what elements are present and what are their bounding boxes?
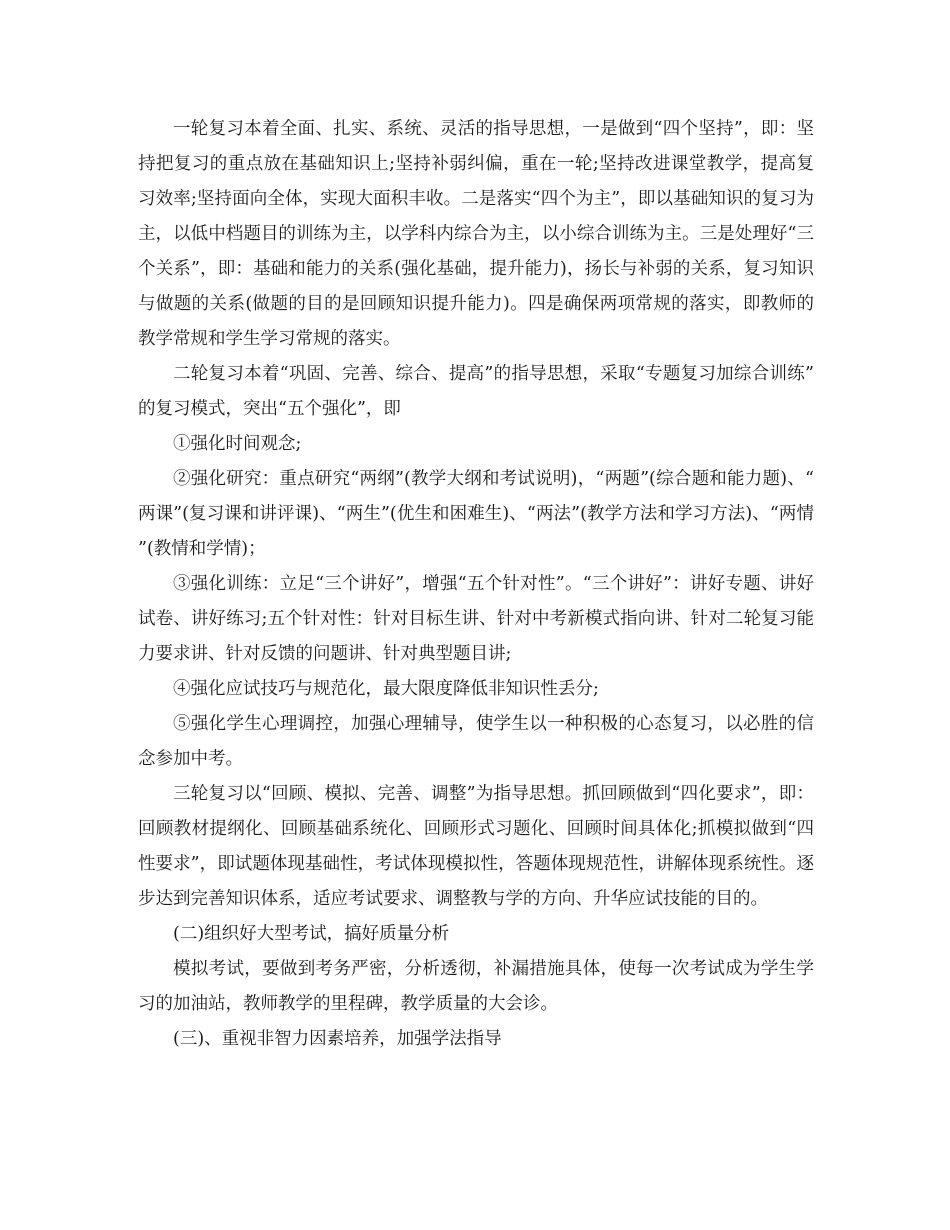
- paragraph-first-round-review: 一轮复习本着全面、扎实、系统、灵活的指导思想，一是做到“四个坚持”，即：坚持把复习的重点放在基础知识上;坚持补弱纠偏，重在一轮;坚持改进课堂教学，提高复习效率;坚持面向全体，实现大面积丰收。二是落实“四个为主”，即以基础知识的复习为主，以低中档题目的训练为主，以学科内综合为主，以小综合训练为主。三是处理好“三个关系”，即：基础和能力的关系(强化基础，提升能力)，扬长与补弱的关系，复习知识与做题的关系(做题的目的是回顾知识提升能力)。四是确保两项常规的落实，即教师的教学常规和学生学习常规的落实。: [138, 119, 814, 349]
- paragraph-strengthen-training: ③强化训练：立足“三个讲好”，增强“五个针对性”。“三个讲好”：讲好专题、讲好试卷、讲好练习;五个针对性：针对目标生讲、针对中考新模式指向讲、针对二轮复习能力要求讲、针对反馈的问题讲、针对典型题目讲;: [138, 574, 814, 664]
- paragraph-strengthen-exam-skills: ④强化应试技巧与规范化，最大限度降低非知识性丢分;: [173, 679, 599, 699]
- paragraph-strengthen-time: ①强化时间观念;: [173, 434, 302, 454]
- heading-non-intellectual-factors: (三)、重视非智力因素培养，加强学法指导: [173, 1029, 502, 1049]
- paragraph-second-round-review: 二轮复习本着“巩固、完善、综合、提高”的指导思想，采取“专题复习加综合训练”的复习模式，突出“五个强化”，即: [138, 364, 814, 419]
- heading-exam-organization: (二)组织好大型考试，搞好质量分析: [173, 924, 450, 944]
- paragraph-mock-exam: 模拟考试，要做到考务严密，分析透彻，补漏措施具体，使每一次考试成为学生学习的加油站，教师教学的里程碑，教学质量的大会诊。: [138, 959, 814, 1014]
- paragraph-strengthen-research: ②强化研究：重点研究“两纲”(教学大纲和考试说明)，“两题”(综合题和能力题)、“两课”(复习课和讲评课)、“两生”(优生和困难生)、“两法”(教学方法和学习方法)、“两情”(教情和学情)；: [138, 469, 814, 559]
- document-body: [138, 112, 814, 1057]
- paragraph-third-round-review: 三轮复习以“回顾、模拟、完善、调整”为指导思想。抓回顾做到“四化要求”，即：回顾教材提纲化、回顾基础系统化、回顾形式习题化、回顾时间具体化;抓模拟做到“四性要求”，即试题体现基础性，考试体现模拟性，答题体现规范性，讲解体现系统性。逐步达到完善知识体系，适应考试要求、调整教与学的方向、升华应试技能的目的。: [138, 784, 814, 909]
- paragraph-strengthen-psychology: ⑤强化学生心理调控，加强心理辅导，使学生以一种积极的心态复习，以必胜的信念参加中考。: [138, 714, 814, 769]
